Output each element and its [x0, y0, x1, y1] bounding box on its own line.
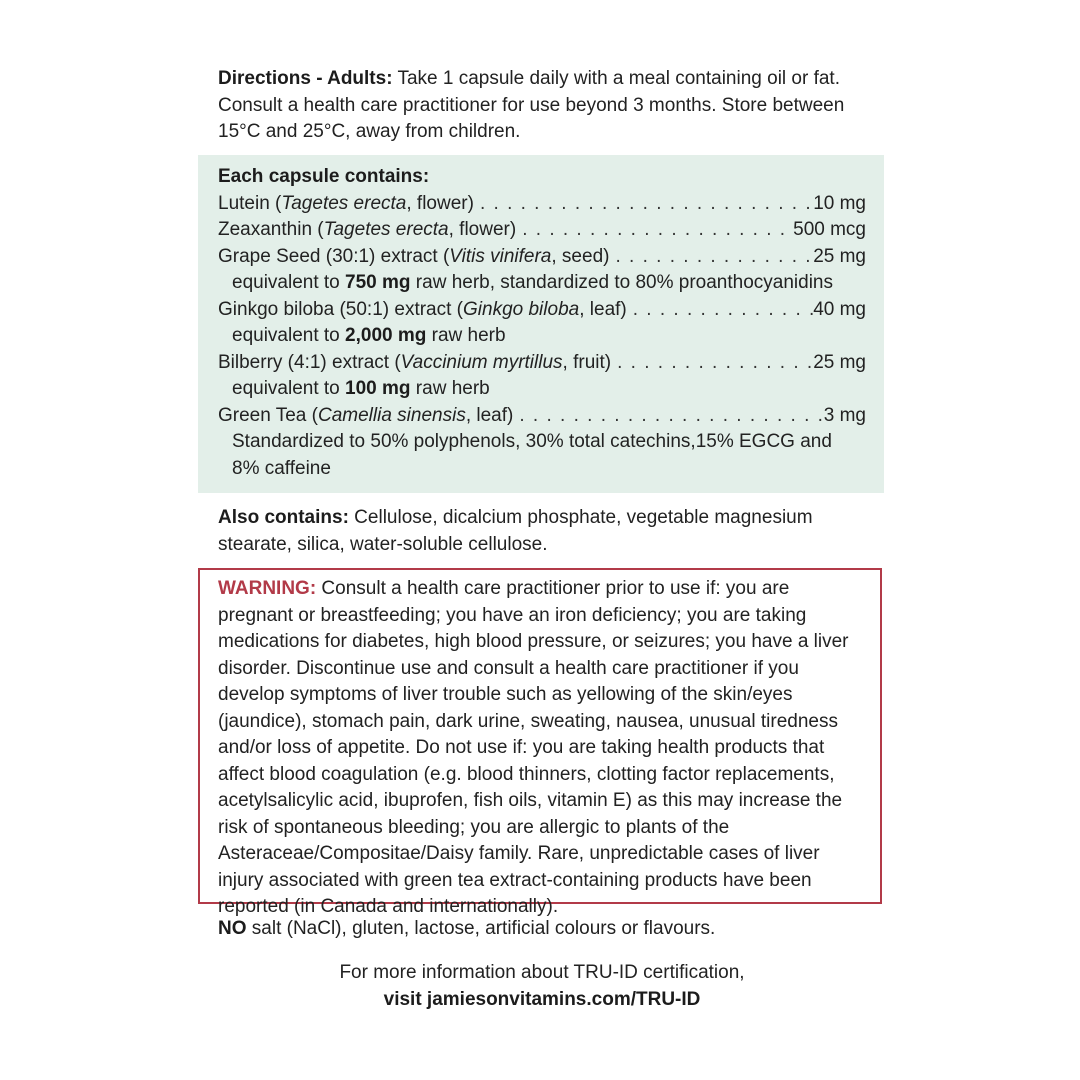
leader-dots	[516, 217, 793, 244]
ingredient-amount: 25 mg	[813, 245, 866, 267]
free-from-label: NO	[218, 918, 247, 939]
warning-text: Consult a health care practitioner prior to use if: you are pregnant or breastfeeding; you have an iron deficiency; you are taking medications for diabetes, high blood pressure, or seizures; you have a liver disorder. Discontinue use and consult a health care practitioner if you develop symptoms of liver trouble such as yellowing of the skin/eyes (jaundice), stomach pain, dark urine, sweating, nausea, unusual tiredness and/or loss of appetite. Do not use if: you are taking health products that affect blood coagulation (e.g. blood thinners, clotting factor replacements, acetylsalicylic acid, ibuprofen, fish oils, vitamin E) as this may increase the risk of spontaneous bleeding; you are allergic to plants of the Asteraceae/Compositae/Daisy family. Rare, unpredictable cases of liver injury associated with green tea extract-containing products have been reported (in Canada and internationally).	[218, 578, 849, 917]
ingredient-note-ginkgo: equivalent to 2,000 mg raw herb	[232, 325, 506, 346]
ingredient-row-green-tea: Green Tea (Camellia sinensis, leaf) . . . 3 mg	[218, 403, 866, 430]
free-from-text: salt (NaCl), gluten, lactose, artificial colours or flavours.	[246, 918, 716, 939]
certification-info	[218, 960, 866, 1013]
ingredient-amount: 3 mg	[823, 404, 866, 426]
directions-paragraph	[218, 66, 866, 146]
leader-dots	[609, 244, 813, 271]
certification-link[interactable]: visit jamiesonvitamins.com/TRU-ID	[383, 988, 701, 1010]
free-from-paragraph	[218, 916, 866, 943]
ingredients-list	[218, 164, 866, 482]
directions-label: Directions - Adults:	[218, 68, 393, 89]
leader-dots	[611, 350, 813, 377]
certification-line: For more information about TRU-ID certification,	[339, 962, 745, 983]
ingredient-row-bilberry: Bilberry (4:1) extract (Vaccinium myrtillus, fruit) . . . 25 mg	[218, 350, 866, 377]
leader-dots	[474, 191, 813, 218]
ingredient-row-grape-seed: Grape Seed (30:1) extract (Vitis vinifera, seed) . . . 25 mg	[218, 244, 866, 271]
ingredient-note-green-tea-1: Standardized to 50% polyphenols, 30% total catechins,15% EGCG and	[232, 431, 832, 452]
leader-dots	[627, 297, 813, 324]
ingredient-amount: 40 mg	[813, 298, 866, 320]
also-contains-label: Also contains:	[218, 507, 349, 528]
ingredients-heading: Each capsule contains:	[218, 166, 430, 187]
ingredient-note-grape-seed: equivalent to 750 mg raw herb, standardized to 80% proanthocyanidins	[232, 272, 833, 293]
ingredient-note-green-tea-2: 8% caffeine	[232, 457, 331, 479]
ingredient-amount: 25 mg	[813, 351, 866, 373]
ingredient-row-lutein: Lutein (Tagetes erecta, flower) . . . 10 mg	[218, 191, 866, 218]
ingredient-row-ginkgo: Ginkgo biloba (50:1) extract (Ginkgo biloba, leaf) . . . 40 mg	[218, 297, 866, 324]
ingredient-row-zeaxanthin: Zeaxanthin (Tagetes erecta, flower) . . . 500 mcg	[218, 217, 866, 244]
also-contains-text: Cellulose, dicalcium phosphate, vegetable magnesium stearate, silica, water-soluble cellulose.	[218, 507, 813, 555]
ingredient-amount: 500 mcg	[793, 219, 866, 240]
leader-dots	[513, 403, 823, 430]
directions-text: Take 1 capsule daily with a meal containing oil or fat. Consult a health care practitioner for use beyond 3 months. Store between 15°C and 25°C, away from children.	[218, 68, 845, 142]
warning-paragraph	[218, 576, 866, 921]
ingredient-amount: 10 mg	[813, 192, 866, 214]
ingredient-note-bilberry: equivalent to 100 mg raw herb	[232, 378, 490, 399]
warning-label: WARNING:	[218, 578, 317, 599]
also-contains-paragraph	[218, 505, 866, 558]
